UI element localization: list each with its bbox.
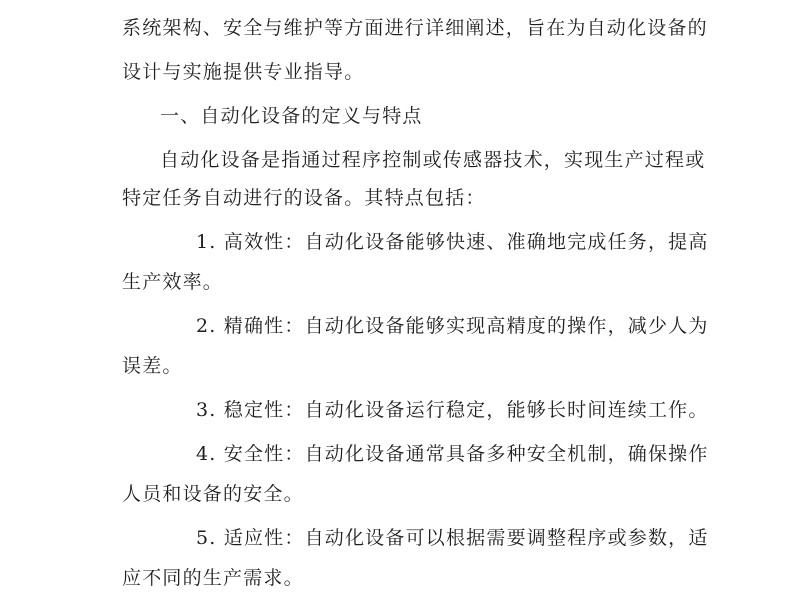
definition-line-2: 特定任务自动进行的设备。其特点包括： [122, 187, 486, 209]
intro-line-1: 系统架构、安全与维护等方面进行详细阐述，旨在为自动化设备的 [122, 17, 708, 39]
feature-5-line-2: 应不同的生产需求。 [122, 567, 304, 589]
cut-off-top-line [122, 0, 682, 4]
feature-4-line-2: 人员和设备的安全。 [122, 483, 304, 505]
feature-1-line-1: 1. 高效性：自动化设备能够快速、准确地完成任务，提高 [196, 231, 709, 253]
feature-5-line-1: 5. 适应性：自动化设备可以根据需要调整程序或参数，适 [196, 527, 709, 549]
feature-2-line-1: 2. 精确性：自动化设备能够实现高精度的操作，减少人为 [196, 315, 709, 337]
feature-4-line-1: 4. 安全性：自动化设备通常具备多种安全机制，确保操作 [196, 443, 709, 465]
intro-line-2: 设计与实施提供专业指导。 [122, 61, 365, 83]
feature-3-line-1: 3. 稳定性：自动化设备运行稳定，能够长时间连续工作。 [196, 399, 709, 421]
feature-2-line-2: 误差。 [122, 355, 183, 377]
section-heading: 一、自动化设备的定义与特点 [160, 105, 423, 127]
feature-1-line-2: 生产效率。 [122, 271, 224, 293]
definition-line-1: 自动化设备是指通过程序控制或传感器技术，实现生产过程或 [160, 149, 706, 171]
